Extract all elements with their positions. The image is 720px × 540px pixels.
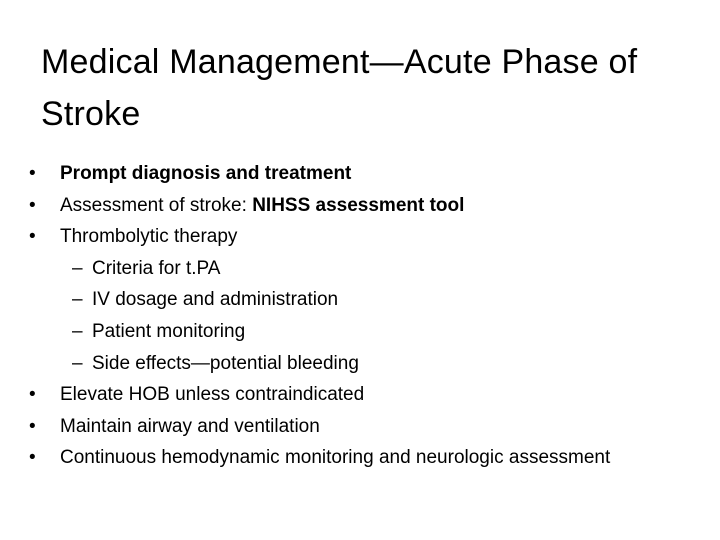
list-item	[0, 158, 720, 190]
sub-list-item-text: Criteria for t.PA	[92, 257, 221, 279]
list-item-text: Elevate HOB unless contraindicated	[60, 384, 365, 406]
list-item	[0, 379, 720, 411]
list-item-emphasis: NIHSS assessment tool	[252, 194, 465, 216]
list-item-text: Continuous hemodynamic monitoring and neurologic assessment	[60, 447, 611, 469]
sub-list-item-text: IV dosage and administration	[92, 289, 339, 311]
dash-icon: –	[72, 352, 83, 374]
bullet-icon: •	[29, 194, 36, 216]
list-item-text: Assessment of stroke:	[60, 194, 253, 216]
dash-icon: –	[72, 289, 83, 311]
sub-list-item	[0, 284, 720, 316]
list-item-text: Maintain airway and ventilation	[60, 415, 320, 437]
list-item-text: Prompt diagnosis and treatment	[60, 163, 352, 184]
bullet-icon: •	[29, 415, 36, 437]
list-item	[0, 221, 720, 253]
sub-list-item-text: Patient monitoring	[92, 320, 246, 342]
sub-list-item	[0, 316, 720, 348]
bullet-icon: •	[29, 384, 36, 406]
slide-title: Medical Management—Acute Phase of Stroke	[41, 43, 638, 133]
bullet-icon: •	[29, 447, 36, 469]
bullet-list	[0, 158, 720, 474]
dash-icon: –	[72, 320, 83, 342]
sub-list-item	[0, 253, 720, 285]
list-item	[0, 442, 720, 474]
list-item-text: Thrombolytic therapy	[60, 226, 238, 248]
list-item	[0, 190, 720, 222]
dash-icon: –	[72, 257, 83, 279]
bullet-icon: •	[29, 226, 36, 248]
sub-list-item-text: Side effects—potential bleeding	[92, 352, 359, 374]
sub-list-item	[0, 348, 720, 380]
bullet-icon: •	[29, 163, 36, 184]
list-item	[0, 411, 720, 443]
